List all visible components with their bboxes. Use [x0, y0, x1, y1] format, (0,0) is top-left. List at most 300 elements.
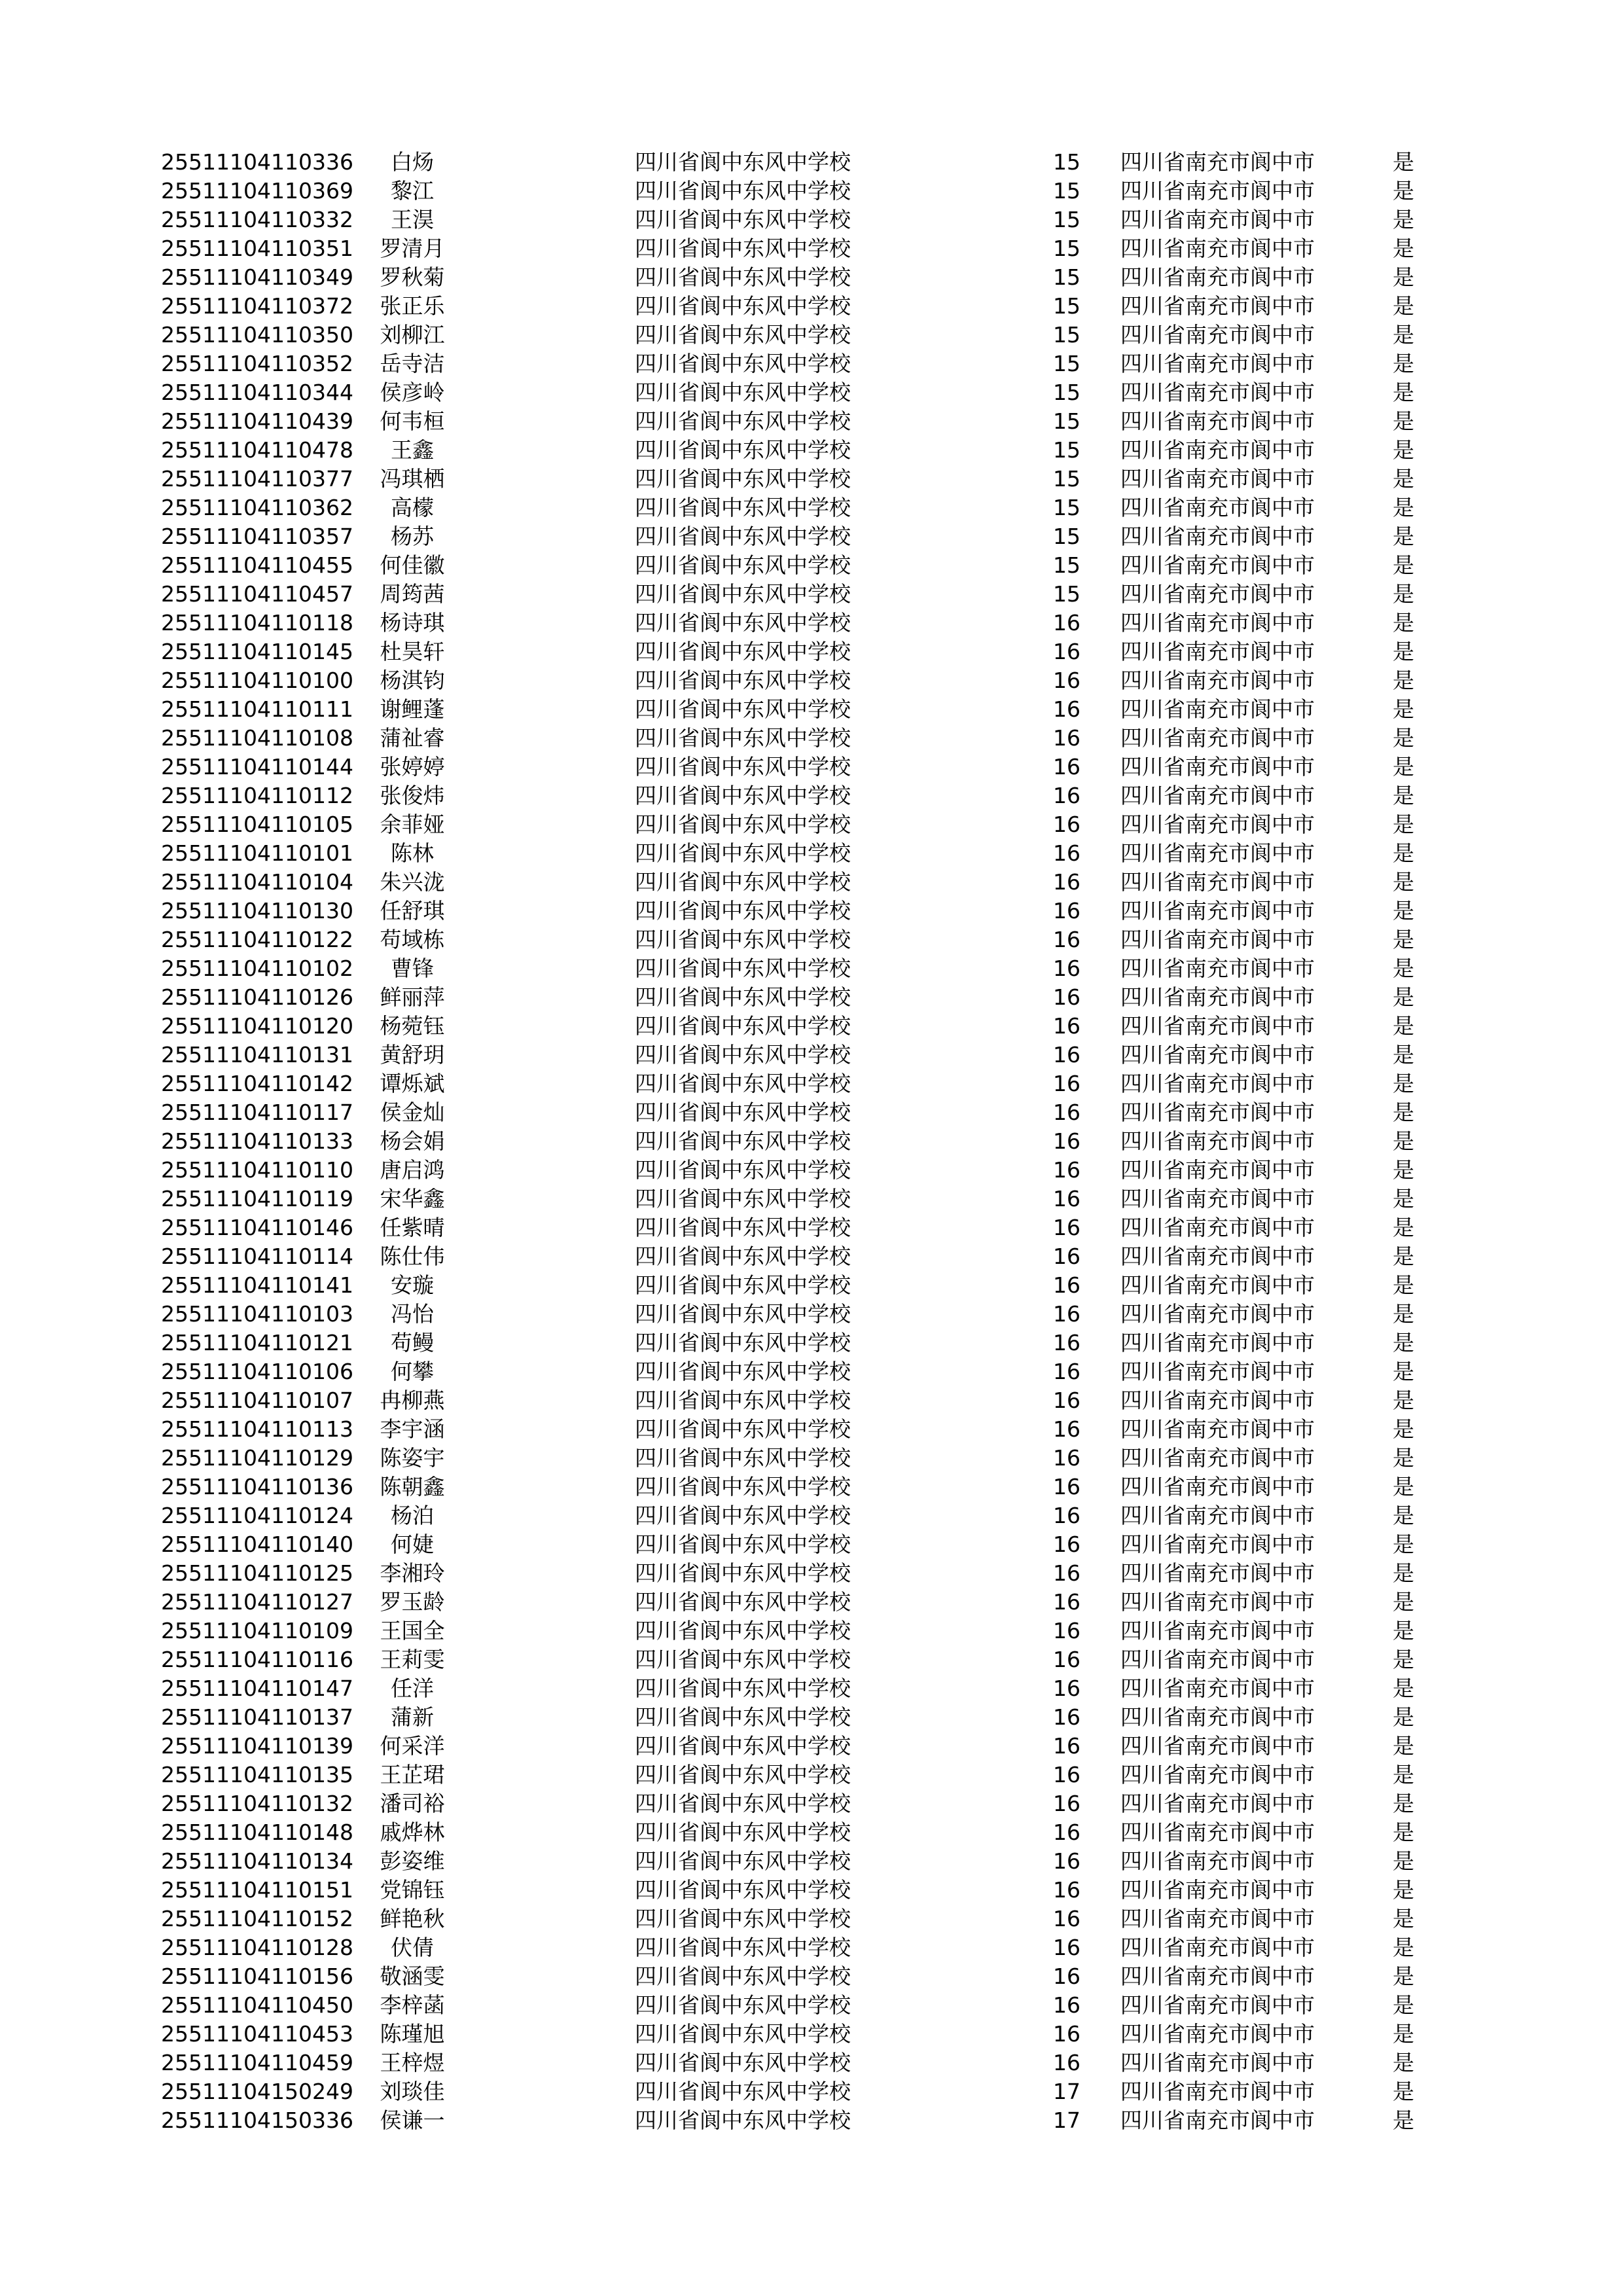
- school-cell: 四川省阆中东风中学校: [635, 1877, 851, 1903]
- region-cell: 四川省南充市阆中市: [1120, 380, 1315, 405]
- status-cell: 是: [1393, 1906, 1414, 1931]
- school-cell: 四川省阆中东风中学校: [635, 1042, 851, 1067]
- status-cell: 是: [1393, 1359, 1414, 1384]
- student-name-cell: 陈瑾旭: [380, 2021, 445, 2047]
- exam-number-cell: 25511104110336: [161, 149, 353, 175]
- region-cell: 四川省南充市阆中市: [1120, 639, 1315, 664]
- exam-number-cell: 25511104110459: [161, 2050, 353, 2075]
- region-cell: 四川省南充市阆中市: [1120, 2050, 1315, 2075]
- age-cell: 17: [1053, 2079, 1080, 2104]
- region-cell: 四川省南充市阆中市: [1120, 149, 1315, 175]
- status-cell: 是: [1393, 581, 1414, 607]
- student-name-cell: 何韦桓: [380, 408, 445, 434]
- status-cell: 是: [1393, 1186, 1414, 1211]
- region-cell: 四川省南充市阆中市: [1120, 1128, 1315, 1154]
- region-cell: 四川省南充市阆中市: [1120, 1215, 1315, 1240]
- school-cell: 四川省阆中东风中学校: [635, 1359, 851, 1384]
- school-cell: 四川省阆中东风中学校: [635, 178, 851, 204]
- exam-number-cell: 25511104110121: [161, 1330, 353, 1355]
- exam-number-cell: 25511104110129: [161, 1445, 353, 1471]
- school-cell: 四川省阆中东风中学校: [635, 1704, 851, 1730]
- region-cell: 四川省南充市阆中市: [1120, 927, 1315, 952]
- age-cell: 15: [1053, 380, 1080, 405]
- school-cell: 四川省阆中东风中学校: [635, 1791, 851, 1816]
- status-cell: 是: [1393, 264, 1414, 290]
- exam-number-cell: 25511104110102: [161, 956, 353, 981]
- region-cell: 四川省南充市阆中市: [1120, 408, 1315, 434]
- region-cell: 四川省南充市阆中市: [1120, 668, 1315, 693]
- region-cell: 四川省南充市阆中市: [1120, 1301, 1315, 1327]
- student-name-cell: 黄舒玥: [380, 1042, 445, 1067]
- age-cell: 15: [1053, 322, 1080, 348]
- age-cell: 16: [1053, 2021, 1080, 2047]
- school-cell: 四川省阆中东风中学校: [635, 1992, 851, 2018]
- region-cell: 四川省南充市阆中市: [1120, 1359, 1315, 1384]
- table-row: [0, 2106, 1623, 2135]
- exam-number-cell: 25511104110377: [161, 466, 353, 492]
- student-name-cell: 侯彦岭: [380, 380, 445, 405]
- age-cell: 15: [1053, 351, 1080, 376]
- student-name-cell: 杨会娟: [380, 1128, 445, 1154]
- table-row: [0, 1501, 1623, 1530]
- exam-number-cell: 25511104110120: [161, 1013, 353, 1039]
- exam-number-cell: 25511104110114: [161, 1244, 353, 1269]
- exam-number-cell: 25511104110357: [161, 524, 353, 549]
- status-cell: 是: [1393, 783, 1414, 808]
- school-cell: 四川省阆中东风中学校: [635, 149, 851, 175]
- table-row: [0, 522, 1623, 551]
- age-cell: 16: [1053, 927, 1080, 952]
- student-name-cell: 陈姿宇: [380, 1445, 445, 1471]
- exam-number-cell: 25511104110119: [161, 1186, 353, 1211]
- region-cell: 四川省南充市阆中市: [1120, 1992, 1315, 2018]
- status-cell: 是: [1393, 1474, 1414, 1499]
- school-cell: 四川省阆中东风中学校: [635, 1445, 851, 1471]
- school-cell: 四川省阆中东风中学校: [635, 380, 851, 405]
- student-name-cell: 陈朝鑫: [380, 1474, 445, 1499]
- exam-number-cell: 25511104110148: [161, 1820, 353, 1845]
- table-row: [0, 983, 1623, 1012]
- exam-number-cell: 25511104110137: [161, 1704, 353, 1730]
- school-cell: 四川省阆中东风中学校: [635, 812, 851, 837]
- status-cell: 是: [1393, 1388, 1414, 1413]
- status-cell: 是: [1393, 1560, 1414, 1586]
- student-name-cell: 高檬: [391, 495, 434, 520]
- exam-number-cell: 25511104110369: [161, 178, 353, 204]
- school-cell: 四川省阆中东风中学校: [635, 581, 851, 607]
- exam-number-cell: 25511104110124: [161, 1503, 353, 1528]
- region-cell: 四川省南充市阆中市: [1120, 1935, 1315, 1960]
- table-row: [0, 1098, 1623, 1127]
- student-name-cell: 侯谦一: [380, 2108, 445, 2133]
- status-cell: 是: [1393, 1157, 1414, 1183]
- status-cell: 是: [1393, 236, 1414, 261]
- table-row: [0, 781, 1623, 810]
- region-cell: 四川省南充市阆中市: [1120, 1330, 1315, 1355]
- school-cell: 四川省阆中东风中学校: [635, 1272, 851, 1298]
- student-name-cell: 安璇: [391, 1272, 434, 1298]
- table-row: [0, 1761, 1623, 1789]
- exam-number-cell: 25511104110478: [161, 437, 353, 463]
- school-cell: 四川省阆中东风中学校: [635, 1647, 851, 1672]
- region-cell: 四川省南充市阆中市: [1120, 437, 1315, 463]
- status-cell: 是: [1393, 1532, 1414, 1557]
- status-cell: 是: [1393, 2021, 1414, 2047]
- table-row: [0, 350, 1623, 378]
- school-cell: 四川省阆中东风中学校: [635, 956, 851, 981]
- region-cell: 四川省南充市阆中市: [1120, 351, 1315, 376]
- age-cell: 16: [1053, 1532, 1080, 1557]
- student-name-cell: 侯金灿: [380, 1100, 445, 1125]
- table-row: [0, 1876, 1623, 1905]
- region-cell: 四川省南充市阆中市: [1120, 178, 1315, 204]
- student-name-cell: 冯怡: [391, 1301, 434, 1327]
- status-cell: 是: [1393, 927, 1414, 952]
- exam-number-cell: 25511104110146: [161, 1215, 353, 1240]
- table-row: [0, 1674, 1623, 1703]
- table-row: [0, 1703, 1623, 1732]
- status-cell: 是: [1393, 1618, 1414, 1643]
- status-cell: 是: [1393, 1330, 1414, 1355]
- table-row: [0, 637, 1623, 666]
- status-cell: 是: [1393, 207, 1414, 232]
- region-cell: 四川省南充市阆中市: [1120, 1704, 1315, 1730]
- table-row: [0, 1127, 1623, 1156]
- table-row: [0, 1386, 1623, 1415]
- region-cell: 四川省南充市阆中市: [1120, 1157, 1315, 1183]
- status-cell: 是: [1393, 1128, 1414, 1154]
- region-cell: 四川省南充市阆中市: [1120, 1532, 1315, 1557]
- exam-number-cell: 25511104110351: [161, 236, 353, 261]
- exam-number-cell: 25511104110104: [161, 869, 353, 895]
- age-cell: 16: [1053, 984, 1080, 1010]
- table-row: [0, 1905, 1623, 1933]
- age-cell: 16: [1053, 1100, 1080, 1125]
- student-name-cell: 杜昊轩: [380, 639, 445, 664]
- exam-number-cell: 25511104110108: [161, 725, 353, 751]
- table-row: [0, 925, 1623, 954]
- student-name-cell: 苟域栋: [380, 927, 445, 952]
- age-cell: 16: [1053, 1964, 1080, 1989]
- region-cell: 四川省南充市阆中市: [1120, 581, 1315, 607]
- age-cell: 16: [1053, 1877, 1080, 1903]
- age-cell: 16: [1053, 1762, 1080, 1787]
- age-cell: 16: [1053, 2050, 1080, 2075]
- status-cell: 是: [1393, 1676, 1414, 1701]
- status-cell: 是: [1393, 1071, 1414, 1096]
- age-cell: 17: [1053, 2108, 1080, 2133]
- age-cell: 16: [1053, 754, 1080, 780]
- table-row: [0, 292, 1623, 321]
- age-cell: 16: [1053, 956, 1080, 981]
- status-cell: 是: [1393, 869, 1414, 895]
- student-name-cell: 何攀: [391, 1359, 434, 1384]
- table-row: [0, 465, 1623, 493]
- region-cell: 四川省南充市阆中市: [1120, 1560, 1315, 1586]
- exam-number-cell: 25511104110128: [161, 1935, 353, 1960]
- age-cell: 16: [1053, 1560, 1080, 1586]
- exam-number-cell: 25511104110127: [161, 1589, 353, 1615]
- status-cell: 是: [1393, 1704, 1414, 1730]
- region-cell: 四川省南充市阆中市: [1120, 1762, 1315, 1787]
- table-row: [0, 1617, 1623, 1645]
- exam-number-cell: 25511104110156: [161, 1964, 353, 1989]
- region-cell: 四川省南充市阆中市: [1120, 1820, 1315, 1845]
- region-cell: 四川省南充市阆中市: [1120, 610, 1315, 636]
- school-cell: 四川省阆中东风中学校: [635, 524, 851, 549]
- age-cell: 16: [1053, 1128, 1080, 1154]
- student-name-cell: 杨菀钰: [380, 1013, 445, 1039]
- region-cell: 四川省南充市阆中市: [1120, 2021, 1315, 2047]
- exam-number-cell: 25511104110142: [161, 1071, 353, 1096]
- student-name-cell: 罗清月: [380, 236, 445, 261]
- table-row: [0, 954, 1623, 983]
- exam-number-cell: 25511104110125: [161, 1560, 353, 1586]
- age-cell: 16: [1053, 1618, 1080, 1643]
- region-cell: 四川省南充市阆中市: [1120, 1503, 1315, 1528]
- school-cell: 四川省阆中东风中学校: [635, 1330, 851, 1355]
- status-cell: 是: [1393, 984, 1414, 1010]
- age-cell: 16: [1053, 1935, 1080, 1960]
- student-name-cell: 罗玉龄: [380, 1589, 445, 1615]
- status-cell: 是: [1393, 351, 1414, 376]
- student-name-cell: 刘柳江: [380, 322, 445, 348]
- status-cell: 是: [1393, 380, 1414, 405]
- exam-number-cell: 25511104110130: [161, 898, 353, 924]
- school-cell: 四川省阆中东风中学校: [635, 293, 851, 319]
- table-row: [0, 234, 1623, 263]
- table-row: [0, 1473, 1623, 1501]
- status-cell: 是: [1393, 1301, 1414, 1327]
- table-row: [0, 436, 1623, 465]
- table-row: [0, 1329, 1623, 1357]
- region-cell: 四川省南充市阆中市: [1120, 1733, 1315, 1759]
- table-row: [0, 839, 1623, 868]
- age-cell: 15: [1053, 437, 1080, 463]
- region-cell: 四川省南充市阆中市: [1120, 1416, 1315, 1442]
- exam-number-cell: 25511104110457: [161, 581, 353, 607]
- status-cell: 是: [1393, 524, 1414, 549]
- school-cell: 四川省阆中东风中学校: [635, 2050, 851, 2075]
- age-cell: 16: [1053, 1071, 1080, 1096]
- exam-number-cell: 25511104110105: [161, 812, 353, 837]
- student-name-cell: 陈仕伟: [380, 1244, 445, 1269]
- status-cell: 是: [1393, 668, 1414, 693]
- student-name-cell: 杨苏: [391, 524, 434, 549]
- school-cell: 四川省阆中东风中学校: [635, 1416, 851, 1442]
- table-row: [0, 493, 1623, 522]
- exam-number-cell: 25511104110109: [161, 1618, 353, 1643]
- age-cell: 15: [1053, 178, 1080, 204]
- table-row: [0, 321, 1623, 350]
- exam-number-cell: 25511104110453: [161, 2021, 353, 2047]
- table-row: [0, 666, 1623, 695]
- status-cell: 是: [1393, 2050, 1414, 2075]
- student-name-cell: 何佳徽: [380, 552, 445, 578]
- age-cell: 16: [1053, 1733, 1080, 1759]
- school-cell: 四川省阆中东风中学校: [635, 1301, 851, 1327]
- school-cell: 四川省阆中东风中学校: [635, 840, 851, 866]
- exam-number-cell: 25511104150249: [161, 2079, 353, 2104]
- table-row: [0, 897, 1623, 925]
- region-cell: 四川省南充市阆中市: [1120, 1647, 1315, 1672]
- age-cell: 16: [1053, 1272, 1080, 1298]
- status-cell: 是: [1393, 1100, 1414, 1125]
- table-row: [0, 263, 1623, 292]
- student-name-cell: 周筠茜: [380, 581, 445, 607]
- status-cell: 是: [1393, 466, 1414, 492]
- region-cell: 四川省南充市阆中市: [1120, 1388, 1315, 1413]
- exam-number-cell: 25511104110131: [161, 1042, 353, 1067]
- age-cell: 16: [1053, 1647, 1080, 1672]
- region-cell: 四川省南充市阆中市: [1120, 466, 1315, 492]
- table-row: [0, 1732, 1623, 1761]
- student-name-cell: 何采洋: [380, 1733, 445, 1759]
- student-name-cell: 李梓菡: [380, 1992, 445, 2018]
- exam-number-cell: 25511104110133: [161, 1128, 353, 1154]
- student-name-cell: 宋华鑫: [380, 1186, 445, 1211]
- age-cell: 16: [1053, 1820, 1080, 1845]
- region-cell: 四川省南充市阆中市: [1120, 264, 1315, 290]
- status-cell: 是: [1393, 1445, 1414, 1471]
- school-cell: 四川省阆中东风中学校: [635, 207, 851, 232]
- student-name-cell: 蒲新: [391, 1704, 434, 1730]
- region-cell: 四川省南充市阆中市: [1120, 1848, 1315, 1874]
- student-name-cell: 谭烁斌: [380, 1071, 445, 1096]
- exam-number-cell: 25511104110113: [161, 1416, 353, 1442]
- table-row: [0, 378, 1623, 407]
- status-cell: 是: [1393, 1244, 1414, 1269]
- school-cell: 四川省阆中东风中学校: [635, 984, 851, 1010]
- exam-number-cell: 25511104110112: [161, 783, 353, 808]
- age-cell: 16: [1053, 725, 1080, 751]
- exam-number-cell: 25511104110344: [161, 380, 353, 405]
- age-cell: 16: [1053, 1676, 1080, 1701]
- table-row: [0, 148, 1623, 177]
- student-name-cell: 蒲祉睿: [380, 725, 445, 751]
- school-cell: 四川省阆中东风中学校: [635, 1244, 851, 1269]
- region-cell: 四川省南充市阆中市: [1120, 956, 1315, 981]
- student-name-cell: 张婷婷: [380, 754, 445, 780]
- student-name-cell: 党锦钰: [380, 1877, 445, 1903]
- region-cell: 四川省南充市阆中市: [1120, 1964, 1315, 1989]
- school-cell: 四川省阆中东风中学校: [635, 725, 851, 751]
- school-cell: 四川省阆中东风中学校: [635, 610, 851, 636]
- status-cell: 是: [1393, 1589, 1414, 1615]
- table-row: [0, 1242, 1623, 1271]
- student-name-cell: 何婕: [391, 1532, 434, 1557]
- table-row: [0, 1156, 1623, 1185]
- age-cell: 16: [1053, 869, 1080, 895]
- exam-number-cell: 25511104110136: [161, 1474, 353, 1499]
- student-name-cell: 黎江: [391, 178, 434, 204]
- age-cell: 15: [1053, 466, 1080, 492]
- student-name-cell: 王芷珺: [380, 1762, 445, 1787]
- school-cell: 四川省阆中东风中学校: [635, 1157, 851, 1183]
- school-cell: 四川省阆中东风中学校: [635, 437, 851, 463]
- status-cell: 是: [1393, 1416, 1414, 1442]
- region-cell: 四川省南充市阆中市: [1120, 1445, 1315, 1471]
- school-cell: 四川省阆中东风中学校: [635, 408, 851, 434]
- status-cell: 是: [1393, 1964, 1414, 1989]
- table-row: [0, 1041, 1623, 1069]
- student-name-cell: 冉柳燕: [380, 1388, 445, 1413]
- status-cell: 是: [1393, 1272, 1414, 1298]
- age-cell: 16: [1053, 610, 1080, 636]
- status-cell: 是: [1393, 639, 1414, 664]
- student-name-cell: 冯琪栖: [380, 466, 445, 492]
- student-name-cell: 鲜丽萍: [380, 984, 445, 1010]
- age-cell: 15: [1053, 524, 1080, 549]
- age-cell: 15: [1053, 149, 1080, 175]
- status-cell: 是: [1393, 1647, 1414, 1672]
- table-row: [0, 1213, 1623, 1242]
- region-cell: 四川省南充市阆中市: [1120, 322, 1315, 348]
- table-row: [0, 1991, 1623, 2020]
- school-cell: 四川省阆中东风中学校: [635, 1733, 851, 1759]
- table-row: [0, 1789, 1623, 1818]
- table-row: [0, 551, 1623, 580]
- table-row: [0, 580, 1623, 609]
- age-cell: 16: [1053, 1186, 1080, 1211]
- school-cell: 四川省阆中东风中学校: [635, 869, 851, 895]
- student-name-cell: 杨泊: [391, 1503, 434, 1528]
- status-cell: 是: [1393, 1733, 1414, 1759]
- school-cell: 四川省阆中东风中学校: [635, 552, 851, 578]
- school-cell: 四川省阆中东风中学校: [635, 2021, 851, 2047]
- school-cell: 四川省阆中东风中学校: [635, 1589, 851, 1615]
- roster-table: [0, 148, 1623, 2135]
- exam-number-cell: 25511104110152: [161, 1906, 353, 1931]
- status-cell: 是: [1393, 812, 1414, 837]
- school-cell: 四川省阆中东风中学校: [635, 1935, 851, 1960]
- student-name-cell: 刘琰佳: [380, 2079, 445, 2104]
- region-cell: 四川省南充市阆中市: [1120, 207, 1315, 232]
- region-cell: 四川省南充市阆中市: [1120, 754, 1315, 780]
- student-name-cell: 陈林: [391, 840, 434, 866]
- region-cell: 四川省南充市阆中市: [1120, 1100, 1315, 1125]
- age-cell: 16: [1053, 1848, 1080, 1874]
- table-row: [0, 695, 1623, 724]
- age-cell: 16: [1053, 1992, 1080, 2018]
- school-cell: 四川省阆中东风中学校: [635, 783, 851, 808]
- table-row: [0, 407, 1623, 436]
- school-cell: 四川省阆中东风中学校: [635, 1964, 851, 1989]
- student-name-cell: 杨诗琪: [380, 610, 445, 636]
- exam-number-cell: 25511104110134: [161, 1848, 353, 1874]
- table-row: [0, 1933, 1623, 1962]
- exam-number-cell: 25511104110103: [161, 1301, 353, 1327]
- region-cell: 四川省南充市阆中市: [1120, 725, 1315, 751]
- status-cell: 是: [1393, 1013, 1414, 1039]
- age-cell: 16: [1053, 1388, 1080, 1413]
- school-cell: 四川省阆中东风中学校: [635, 668, 851, 693]
- region-cell: 四川省南充市阆中市: [1120, 1906, 1315, 1931]
- school-cell: 四川省阆中东风中学校: [635, 1013, 851, 1039]
- status-cell: 是: [1393, 437, 1414, 463]
- region-cell: 四川省南充市阆中市: [1120, 552, 1315, 578]
- status-cell: 是: [1393, 1215, 1414, 1240]
- region-cell: 四川省南充市阆中市: [1120, 1676, 1315, 1701]
- region-cell: 四川省南充市阆中市: [1120, 524, 1315, 549]
- school-cell: 四川省阆中东风中学校: [635, 1388, 851, 1413]
- region-cell: 四川省南充市阆中市: [1120, 1013, 1315, 1039]
- student-name-cell: 苟鳗: [391, 1330, 434, 1355]
- region-cell: 四川省南充市阆中市: [1120, 1071, 1315, 1096]
- exam-number-cell: 25511104110132: [161, 1791, 353, 1816]
- student-name-cell: 曹锋: [391, 956, 434, 981]
- school-cell: 四川省阆中东风中学校: [635, 2108, 851, 2133]
